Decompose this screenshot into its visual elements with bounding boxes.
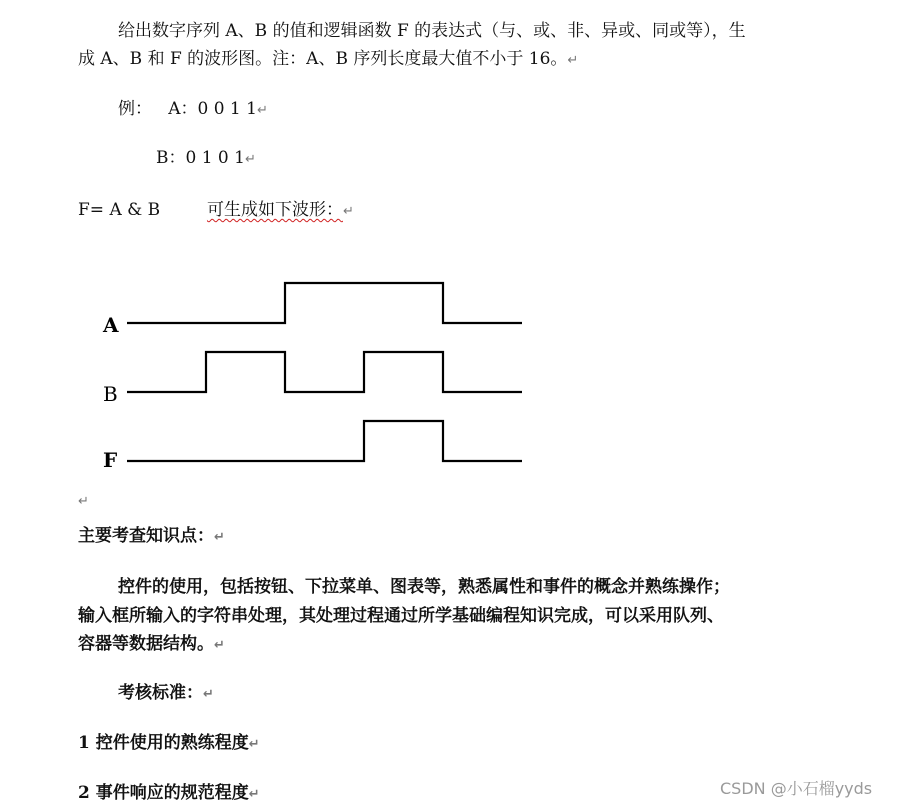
- waveform-f: [103, 421, 522, 472]
- watermark: CSDN @小石榴yyds: [720, 779, 873, 798]
- example-f-line: [78, 198, 354, 224]
- waveform-a-trace: [127, 283, 522, 323]
- paragraph-mark: ↵: [78, 494, 89, 509]
- waveform-a: [102, 283, 522, 337]
- example-b-sequence: B：0 1 0 1: [156, 148, 245, 168]
- knowledge-text-1: 控件的使用，包括按钮、下拉菜单、图表等，熟悉属性和事件的概念并熟练操作；: [118, 577, 730, 597]
- paragraph-mark: ↵: [342, 204, 354, 219]
- example-a-line: [118, 97, 268, 123]
- criteria-item-2-line: [78, 781, 260, 807]
- criteria-item-2: 2 事件响应的规范程度: [78, 783, 249, 803]
- paragraph-mark: ↵: [248, 737, 260, 752]
- knowledge-text-3: 容器等数据结构。: [78, 634, 214, 654]
- example-f-note: 可生成如下波形：: [206, 200, 343, 220]
- paragraph-mark: ↵: [214, 638, 225, 653]
- waveform-f-trace: [127, 421, 522, 461]
- criteria-heading-line: [118, 681, 214, 707]
- intro-text-1: 给出数字序列 A、B 的值和逻辑函数 F 的表达式（与、或、非、异或、同或等），生: [118, 21, 746, 41]
- criteria-item-1: 1 控件使用的熟练程度: [78, 733, 249, 753]
- paragraph-mark: ↵: [256, 103, 268, 118]
- example-a-sequence: A：0 0 1 1: [168, 99, 257, 119]
- knowledge-heading-line: [78, 524, 225, 550]
- signal-label-a: A: [103, 313, 119, 337]
- criteria-heading: 考核标准：: [118, 683, 203, 703]
- example-b-line: [156, 146, 256, 172]
- paragraph-mark: ↵: [248, 787, 260, 802]
- criteria-item-1-line: [78, 731, 260, 757]
- paragraph-mark: ↵: [244, 152, 256, 167]
- waveform-figure: [95, 268, 535, 478]
- example-f-expression: F= A & B: [78, 200, 161, 220]
- signal-label-b: B: [103, 382, 118, 406]
- intro-line-2: [78, 47, 578, 73]
- knowledge-text-2: 输入框所输入的字符串处理，其处理过程通过所学基础编程知识完成，可以采用队列、: [78, 606, 724, 626]
- knowledge-para-line-1: [118, 575, 730, 599]
- waveform-b: [103, 352, 522, 406]
- knowledge-heading: 主要考查知识点：: [78, 526, 214, 546]
- waveform-b-trace: [127, 352, 522, 392]
- signal-label-f: F: [103, 448, 118, 472]
- intro-text-2: 成 A、B 和 F 的波形图。注：A、B 序列长度最大值不小于 16。: [78, 49, 568, 69]
- paragraph-mark: ↵: [203, 687, 214, 702]
- knowledge-para-line-2: [78, 604, 724, 628]
- example-label: 例：: [118, 99, 152, 119]
- paragraph-mark: ↵: [567, 53, 579, 68]
- paragraph-mark: ↵: [214, 530, 225, 545]
- knowledge-para-line-3: [78, 632, 225, 658]
- empty-paragraph: [78, 488, 89, 514]
- intro-line-1: [118, 19, 746, 43]
